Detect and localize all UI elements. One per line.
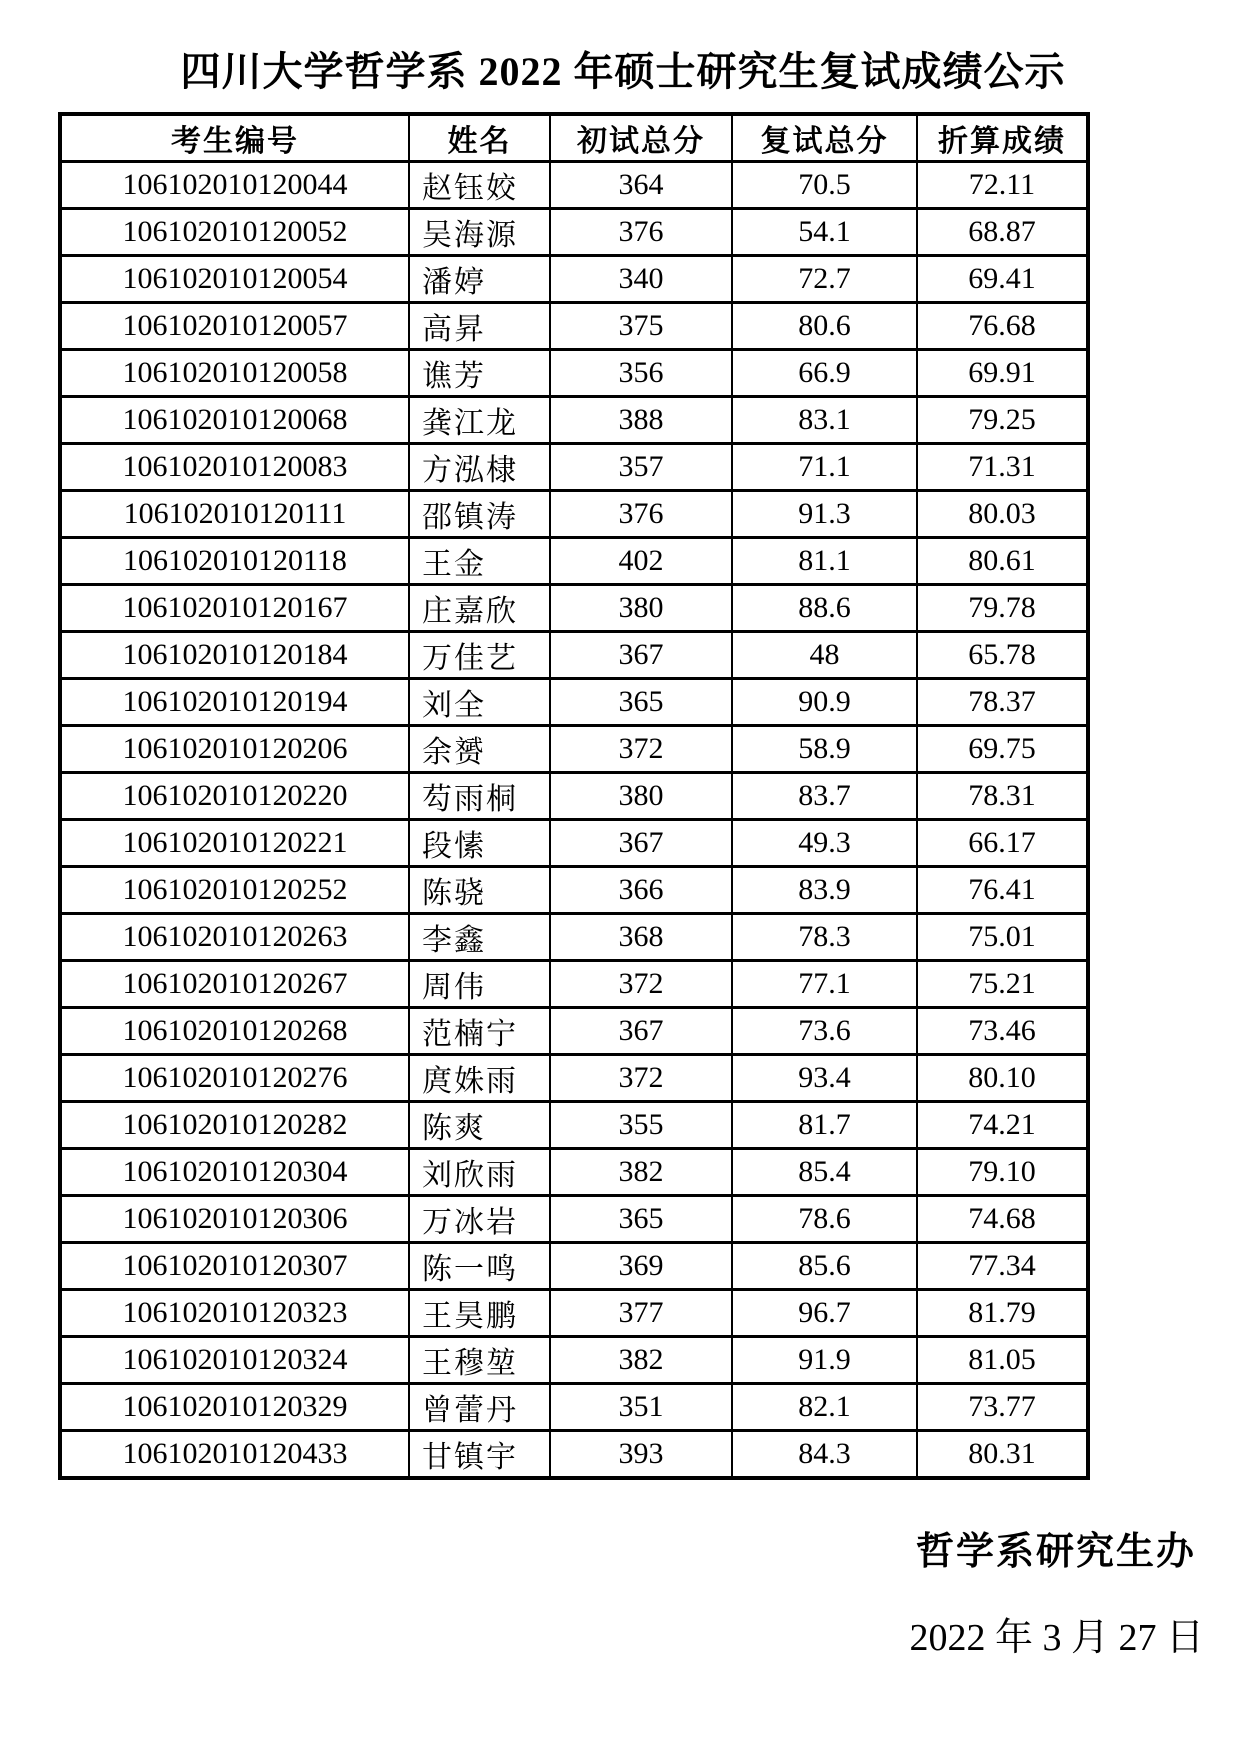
cell-converted-score: 69.91	[917, 350, 1088, 397]
table-row	[60, 1102, 1088, 1149]
cell-converted-score: 78.31	[917, 773, 1088, 820]
cell-converted-score: 80.61	[917, 538, 1088, 585]
table-row	[60, 1055, 1088, 1102]
cell-retest-score: 83.7	[732, 773, 917, 820]
table-row	[60, 303, 1088, 350]
cell-converted-score: 66.17	[917, 820, 1088, 867]
cell-name: 陈骁	[409, 867, 550, 914]
table-row	[60, 256, 1088, 303]
cell-name: 余赟	[409, 726, 550, 773]
cell-initial-score: 367	[550, 1008, 732, 1055]
table-row	[60, 914, 1088, 961]
cell-name: 潘婷	[409, 256, 550, 303]
cell-retest-score: 73.6	[732, 1008, 917, 1055]
cell-initial-score: 402	[550, 538, 732, 585]
cell-name: 万冰岩	[409, 1196, 550, 1243]
cell-retest-score: 82.1	[732, 1384, 917, 1431]
table-row	[60, 820, 1088, 867]
cell-retest-score: 54.1	[732, 209, 917, 256]
cell-retest-score: 49.3	[732, 820, 917, 867]
table-row	[60, 1008, 1088, 1055]
cell-initial-score: 372	[550, 1055, 732, 1102]
cell-name: 庹姝雨	[409, 1055, 550, 1102]
cell-candidate-id: 106102010120268	[60, 1008, 409, 1055]
table-row	[60, 1196, 1088, 1243]
cell-candidate-id: 106102010120068	[60, 397, 409, 444]
cell-candidate-id: 106102010120052	[60, 209, 409, 256]
cell-candidate-id: 106102010120221	[60, 820, 409, 867]
cell-converted-score: 74.68	[917, 1196, 1088, 1243]
cell-candidate-id: 106102010120054	[60, 256, 409, 303]
cell-converted-score: 69.41	[917, 256, 1088, 303]
cell-retest-score: 77.1	[732, 961, 917, 1008]
cell-initial-score: 375	[550, 303, 732, 350]
cell-retest-score: 93.4	[732, 1055, 917, 1102]
cell-name: 邵镇涛	[409, 491, 550, 538]
cell-name: 谯芳	[409, 350, 550, 397]
cell-retest-score: 85.6	[732, 1243, 917, 1290]
cell-converted-score: 65.78	[917, 632, 1088, 679]
cell-initial-score: 377	[550, 1290, 732, 1337]
cell-initial-score: 393	[550, 1431, 732, 1479]
cell-initial-score: 365	[550, 679, 732, 726]
cell-retest-score: 72.7	[732, 256, 917, 303]
cell-initial-score: 356	[550, 350, 732, 397]
table-row	[60, 867, 1088, 914]
table-row	[60, 1431, 1088, 1479]
cell-retest-score: 81.1	[732, 538, 917, 585]
cell-converted-score: 81.05	[917, 1337, 1088, 1384]
cell-name: 刘全	[409, 679, 550, 726]
table-row	[60, 632, 1088, 679]
cell-retest-score: 58.9	[732, 726, 917, 773]
scores-table	[58, 112, 1090, 1480]
table-row	[60, 585, 1088, 632]
cell-initial-score: 340	[550, 256, 732, 303]
cell-candidate-id: 106102010120111	[60, 491, 409, 538]
header-cell-initial-score: 初试总分	[550, 114, 732, 162]
cell-initial-score: 372	[550, 726, 732, 773]
cell-converted-score: 73.46	[917, 1008, 1088, 1055]
cell-converted-score: 81.79	[917, 1290, 1088, 1337]
cell-retest-score: 83.1	[732, 397, 917, 444]
table-row	[60, 209, 1088, 256]
cell-name: 龚江龙	[409, 397, 550, 444]
cell-candidate-id: 106102010120206	[60, 726, 409, 773]
cell-name: 周伟	[409, 961, 550, 1008]
cell-initial-score: 376	[550, 209, 732, 256]
document-title: 四川大学哲学系 2022 年硕士研究生复试成绩公示	[180, 49, 1066, 94]
cell-converted-score: 76.68	[917, 303, 1088, 350]
cell-retest-score: 78.6	[732, 1196, 917, 1243]
cell-retest-score: 78.3	[732, 914, 917, 961]
cell-initial-score: 351	[550, 1384, 732, 1431]
cell-converted-score: 68.87	[917, 209, 1088, 256]
cell-converted-score: 75.21	[917, 961, 1088, 1008]
cell-candidate-id: 106102010120044	[60, 162, 409, 209]
cell-retest-score: 80.6	[732, 303, 917, 350]
cell-candidate-id: 106102010120276	[60, 1055, 409, 1102]
cell-candidate-id: 106102010120263	[60, 914, 409, 961]
cell-retest-score: 66.9	[732, 350, 917, 397]
cell-name: 段愫	[409, 820, 550, 867]
cell-initial-score: 380	[550, 773, 732, 820]
cell-initial-score: 365	[550, 1196, 732, 1243]
cell-candidate-id: 106102010120184	[60, 632, 409, 679]
table-row	[60, 444, 1088, 491]
cell-name: 刘欣雨	[409, 1149, 550, 1196]
cell-retest-score: 48	[732, 632, 917, 679]
cell-name: 李鑫	[409, 914, 550, 961]
cell-initial-score: 376	[550, 491, 732, 538]
cell-initial-score: 367	[550, 820, 732, 867]
table-row	[60, 491, 1088, 538]
table-header-row	[60, 114, 1088, 162]
cell-candidate-id: 106102010120433	[60, 1431, 409, 1479]
cell-name: 陈爽	[409, 1102, 550, 1149]
cell-initial-score: 355	[550, 1102, 732, 1149]
table-row	[60, 538, 1088, 585]
cell-converted-score: 80.03	[917, 491, 1088, 538]
cell-converted-score: 69.75	[917, 726, 1088, 773]
cell-candidate-id: 106102010120306	[60, 1196, 409, 1243]
header-cell-retest-score: 复试总分	[732, 114, 917, 162]
cell-name: 方泓棣	[409, 444, 550, 491]
cell-converted-score: 71.31	[917, 444, 1088, 491]
header-cell-converted-score: 折算成绩	[917, 114, 1088, 162]
cell-retest-score: 90.9	[732, 679, 917, 726]
cell-candidate-id: 106102010120058	[60, 350, 409, 397]
cell-name: 芶雨桐	[409, 773, 550, 820]
cell-name: 陈一鸣	[409, 1243, 550, 1290]
cell-retest-score: 71.1	[732, 444, 917, 491]
cell-converted-score: 72.11	[917, 162, 1088, 209]
cell-initial-score: 380	[550, 585, 732, 632]
cell-converted-score: 77.34	[917, 1243, 1088, 1290]
cell-candidate-id: 106102010120118	[60, 538, 409, 585]
cell-retest-score: 83.9	[732, 867, 917, 914]
cell-candidate-id: 106102010120329	[60, 1384, 409, 1431]
cell-retest-score: 88.6	[732, 585, 917, 632]
table-row	[60, 679, 1088, 726]
cell-retest-score: 81.7	[732, 1102, 917, 1149]
footer-signature: 哲学系研究生办	[915, 1531, 1196, 1573]
cell-converted-score: 76.41	[917, 867, 1088, 914]
header-cell-name: 姓名	[409, 114, 550, 162]
cell-converted-score: 73.77	[917, 1384, 1088, 1431]
cell-candidate-id: 106102010120194	[60, 679, 409, 726]
cell-initial-score: 388	[550, 397, 732, 444]
cell-name: 王金	[409, 538, 550, 585]
cell-candidate-id: 106102010120324	[60, 1337, 409, 1384]
cell-candidate-id: 106102010120252	[60, 867, 409, 914]
cell-converted-score: 79.10	[917, 1149, 1088, 1196]
cell-initial-score: 369	[550, 1243, 732, 1290]
cell-converted-score: 80.10	[917, 1055, 1088, 1102]
cell-retest-score: 70.5	[732, 162, 917, 209]
cell-candidate-id: 106102010120057	[60, 303, 409, 350]
table-row	[60, 1384, 1088, 1431]
cell-candidate-id: 106102010120323	[60, 1290, 409, 1337]
table-row	[60, 1337, 1088, 1384]
cell-candidate-id: 106102010120282	[60, 1102, 409, 1149]
header-cell-candidate-id: 考生编号	[60, 114, 409, 162]
cell-name: 吴海源	[409, 209, 550, 256]
cell-candidate-id: 106102010120304	[60, 1149, 409, 1196]
cell-initial-score: 372	[550, 961, 732, 1008]
cell-retest-score: 91.9	[732, 1337, 917, 1384]
table-body	[60, 162, 1088, 1479]
cell-initial-score: 364	[550, 162, 732, 209]
table-row	[60, 773, 1088, 820]
cell-name: 曾蕾丹	[409, 1384, 550, 1431]
cell-candidate-id: 106102010120220	[60, 773, 409, 820]
cell-initial-score: 357	[550, 444, 732, 491]
cell-candidate-id: 106102010120083	[60, 444, 409, 491]
cell-retest-score: 91.3	[732, 491, 917, 538]
cell-initial-score: 367	[550, 632, 732, 679]
cell-candidate-id: 106102010120307	[60, 1243, 409, 1290]
table-row	[60, 961, 1088, 1008]
table-row	[60, 1290, 1088, 1337]
cell-retest-score: 85.4	[732, 1149, 917, 1196]
cell-converted-score: 75.01	[917, 914, 1088, 961]
cell-converted-score: 79.78	[917, 585, 1088, 632]
cell-converted-score: 79.25	[917, 397, 1088, 444]
cell-candidate-id: 106102010120267	[60, 961, 409, 1008]
cell-name: 赵钰姣	[409, 162, 550, 209]
cell-retest-score: 96.7	[732, 1290, 917, 1337]
cell-candidate-id: 106102010120167	[60, 585, 409, 632]
table-row	[60, 1149, 1088, 1196]
cell-name: 王穆堃	[409, 1337, 550, 1384]
footer-date: 2022 年 3 月 27 日	[909, 1617, 1204, 1659]
cell-name: 庄嘉欣	[409, 585, 550, 632]
cell-name: 甘镇宇	[409, 1431, 550, 1479]
cell-converted-score: 78.37	[917, 679, 1088, 726]
cell-converted-score: 74.21	[917, 1102, 1088, 1149]
cell-retest-score: 84.3	[732, 1431, 917, 1479]
cell-name: 范楠宁	[409, 1008, 550, 1055]
cell-converted-score: 80.31	[917, 1431, 1088, 1479]
cell-name: 万佳艺	[409, 632, 550, 679]
table-row	[60, 350, 1088, 397]
cell-name: 王昊鹏	[409, 1290, 550, 1337]
cell-name: 高昇	[409, 303, 550, 350]
cell-initial-score: 368	[550, 914, 732, 961]
table-row	[60, 726, 1088, 773]
cell-initial-score: 366	[550, 867, 732, 914]
table-row	[60, 162, 1088, 209]
table-row	[60, 397, 1088, 444]
table-row	[60, 1243, 1088, 1290]
cell-initial-score: 382	[550, 1149, 732, 1196]
cell-initial-score: 382	[550, 1337, 732, 1384]
